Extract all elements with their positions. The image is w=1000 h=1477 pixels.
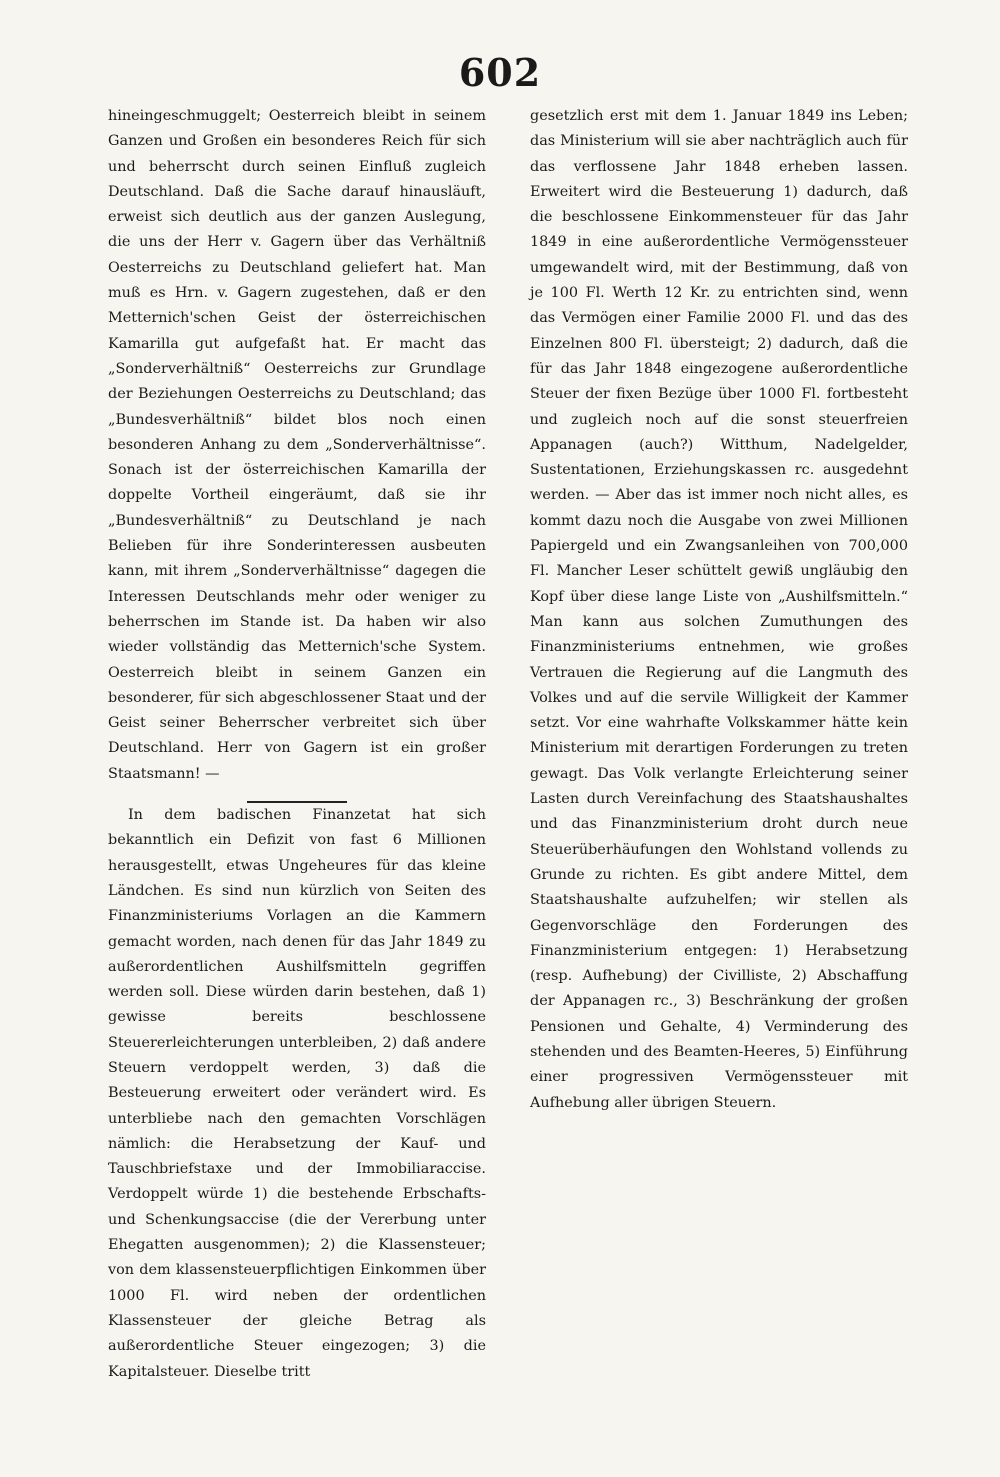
right-paragraph-1: gesetzlich erst mit dem 1. Januar 1849 ins Leben; das Ministerium will sie aber nachträglich auch für das verflossene Jahr 1848 erheben lassen. Erweitert wird die Besteuerung 1) dadurch, daß die beschlossene Einkommensteuer für das Jahr 1849 in eine außerordentliche Vermögenssteuer umgewandelt wird, mit der Bestimmung, daß von je 100 Fl. Werth 12 Kr. zu entrichten sind, wenn das Vermögen einer Familie 2000 Fl. und das des Einzelnen 800 Fl. übersteigt; 2) dadurch, daß die für das Jahr 1848 eingezogene außerordentliche Steuer der fixen Bezüge über 1000 Fl. fortbesteht und zugleich noch auf die sonst steuerfreien Appanagen (auch?) Witthum, Nadelgelder, Sustentationen, Erziehungskassen rc. ausgedehnt werden. — Aber das ist immer noch nicht alles, es kommt dazu noch die Ausgabe von zwei Millionen Papiergeld und ein Zwangsanleihen von 700,000 Fl. Mancher Leser schüttelt gewiß ungläubig den Kopf über diese lange Liste von „Aushilfsmitteln.“ Man kann aus solchen Zumuthungen des Finanzministeriums entnehmen, wie großes Vertrauen die Regierung auf die Langmuth des Volkes und auf die servile Willigkeit der Kammer setzt. Vor eine wahrhafte Volkskammer hätte kein Ministerium mit derartigen Forderungen zu treten gewagt. Das Volk verlangte Erleichterung seiner Lasten durch Vereinfachung des Staatshaushaltes und das Finanzministerium droht durch neue Steuerüberhäufungen den Wohlstand vollends zu Grunde zu richten. Es gibt andere Mittel, dem Staatshaushalte aufzuhelfen; wir stellen als Gegenvorschläge den Forderungen des Finanzministerium entgegen: 1) Herabsetzung (resp. Aufhebung) der Civilliste, 2) Abschaffung der Appanagen rc., 3) Beschränkung der großen Pensionen und Gehalte, 4) Verminderung des stehenden und des Beamten-Heeres, 5) Einführung einer progressiven Vermögenssteuer mit Aufhebung aller übrigen Steuern.: [530, 108, 908, 1111]
left-column: [108, 104, 486, 1385]
page-number: 602: [458, 50, 542, 95]
left-paragraph-1: hineingeschmuggelt; Oesterreich bleibt in seinem Ganzen und Großen ein besonderes Reich für sich und beherrscht durch seinen Einfluß zugleich Deutschland. Daß die Sache darauf hinausläuft, erweist sich deutlich aus der ganzen Auslegung, die uns der Herr v. Gagern über das Verhältniß Oesterreichs zu Deutschland geliefert hat. Man muß es Hrn. v. Gagern zugestehen, daß er den Metternich'schen Geist der österreichischen Kamarilla gut aufgefaßt hat. Er macht das „Sonderverhältniß“ Oesterreichs zur Grundlage der Beziehungen Oesterreichs zu Deutschland; das „Bundesverhältniß“ bildet blos noch einen besonderen Anhang zu dem „Sonderverhältnisse“. Sonach ist der österreichischen Kamarilla der doppelte Vortheil eingeräumt, daß sie ihr „Bundesverhältniß“ zu Deutschland je nach Belieben für ihre Sonderinteressen ausbeuten kann, mit ihrem „Sonderverhältnisse“ dagegen die Interessen Deutschlands mehr oder weniger zu beherrschen im Stande ist. Da haben wir also wieder vollständig das Metternich'sche System. Oesterreich bleibt in seinem Ganzen ein besonderer, für sich abgeschlossener Staat und der Geist seiner Beherrscher verbreitet sich über Deutschland. Herr von Gagern ist ein großer Staatsmann! —: [108, 108, 486, 782]
left-paragraph-2: In dem badischen Finanzetat hat sich bekanntlich ein Defizit von fast 6 Millionen herausgestellt, etwas Ungeheures für das kleine Ländchen. Es sind nun kürzlich von Seiten des Finanzministeriums Vorlagen an die Kammern gemacht worden, nach denen für das Jahr 1849 zu außerordentlichen Aushilfsmitteln gegriffen werden soll. Diese würden darin bestehen, daß 1) gewisse bereits beschlossene Steuererleichterungen unterbleiben, 2) daß andere Steuern verdoppelt werden, 3) daß die Besteuerung erweitert oder verändert wird. Es unterbliebe nach den gemachten Vorschlägen nämlich: die Herabsetzung der Kauf- und Tauschbriefstaxe und der Immobiliaraccise. Verdoppelt würde 1) die bestehende Erbschafts- und Schenkungsaccise (die der Vererbung unter Ehegatten ausgenommen); 2) die Klassensteuer; von dem klassensteuerpflichtigen Einkommen über 1000 Fl. wird neben der ordentlichen Klassensteuer der gleiche Betrag als außerordentliche Steuer eingezogen; 3) die Kapitalsteuer. Dieselbe tritt: [108, 807, 486, 1380]
right-column: [530, 104, 908, 1116]
